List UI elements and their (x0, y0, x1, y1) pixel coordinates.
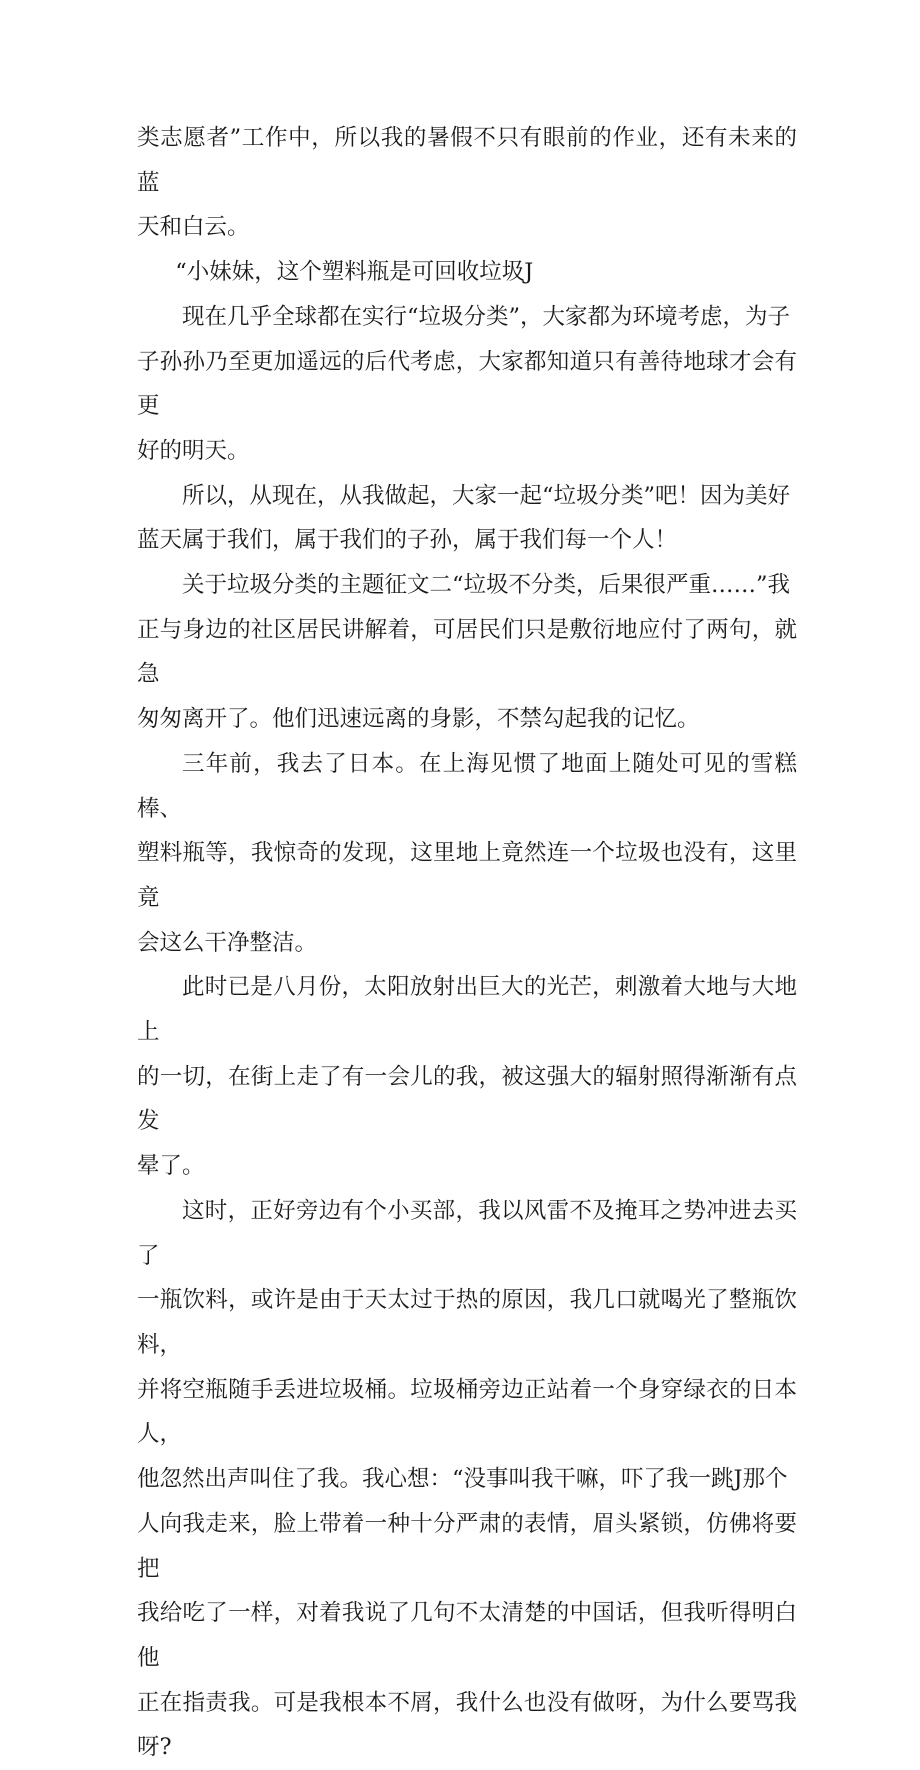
paragraph: 这时，正好旁边有个小买部，我以风雷不及掩耳之势冲进去买了 一瓶饮料，或许是由于天太过于热的原因，我几口就喝光了整瓶饮料， 并将空瓶随手丢进垃圾桶。垃圾桶旁边正站着一个身穿绿衣的日本人， 他忽然出声叫住了我。我心想：“没事叫我干嘛，吓了我一跳J那个 人向我走来，脸上带着一种十分严肃的表情，眉头紧锁，仿佛将要把 我给吃了一样，对着我说了几句不太清楚的中国话，但我听得明白他 正在指责我。可是我根本不屑，我什么也没有做呀，为什么要骂我呀? (137, 1197, 797, 1761)
paragraph: 此时已是八月份，太阳放射出巨大的光芒，刺激着大地与大地上 的一切，在街上走了有一会儿的我，被这强大的辐射照得渐渐有点发 晕了。 (137, 974, 797, 1180)
paragraph-quote: “小妹妹，这个塑料瓶是可回收垃圾J (175, 259, 534, 286)
paragraph-continuation: 类志愿者”工作中，所以我的暑假不只有眼前的作业，还有未来的蓝 天和白云。 (137, 125, 797, 241)
paragraph: 关于垃圾分类的主题征文二“垃圾不分类，后果很严重……”我 正与身边的社区居民讲解着，可居民们只是敷衍地应付了两句，就急 匆匆离开了。他们迅速远离的身影，不禁勾起我的记忆。 (137, 572, 797, 733)
article-body (137, 116, 797, 1770)
paragraph: 三年前，我去了日本。在上海见惯了地面上随处可见的雪糕棒、 塑料瓶等，我惊奇的发现，这里地上竟然连一个垃圾也没有，这里竟 会这么干净整洁。 (137, 750, 797, 956)
paragraph: 现在几乎全球都在实行“垃圾分类”，大家都为环境考虑，为子 子孙孙乃至更加遥远的后代考虑，大家都知道只有善待地球才会有更 好的明天。 (137, 303, 797, 464)
paragraph: 所以，从现在，从我做起，大家一起“垃圾分类”吧！因为美好 蓝天属于我们，属于我们的子孙，属于我们每一个人！ (137, 482, 791, 554)
